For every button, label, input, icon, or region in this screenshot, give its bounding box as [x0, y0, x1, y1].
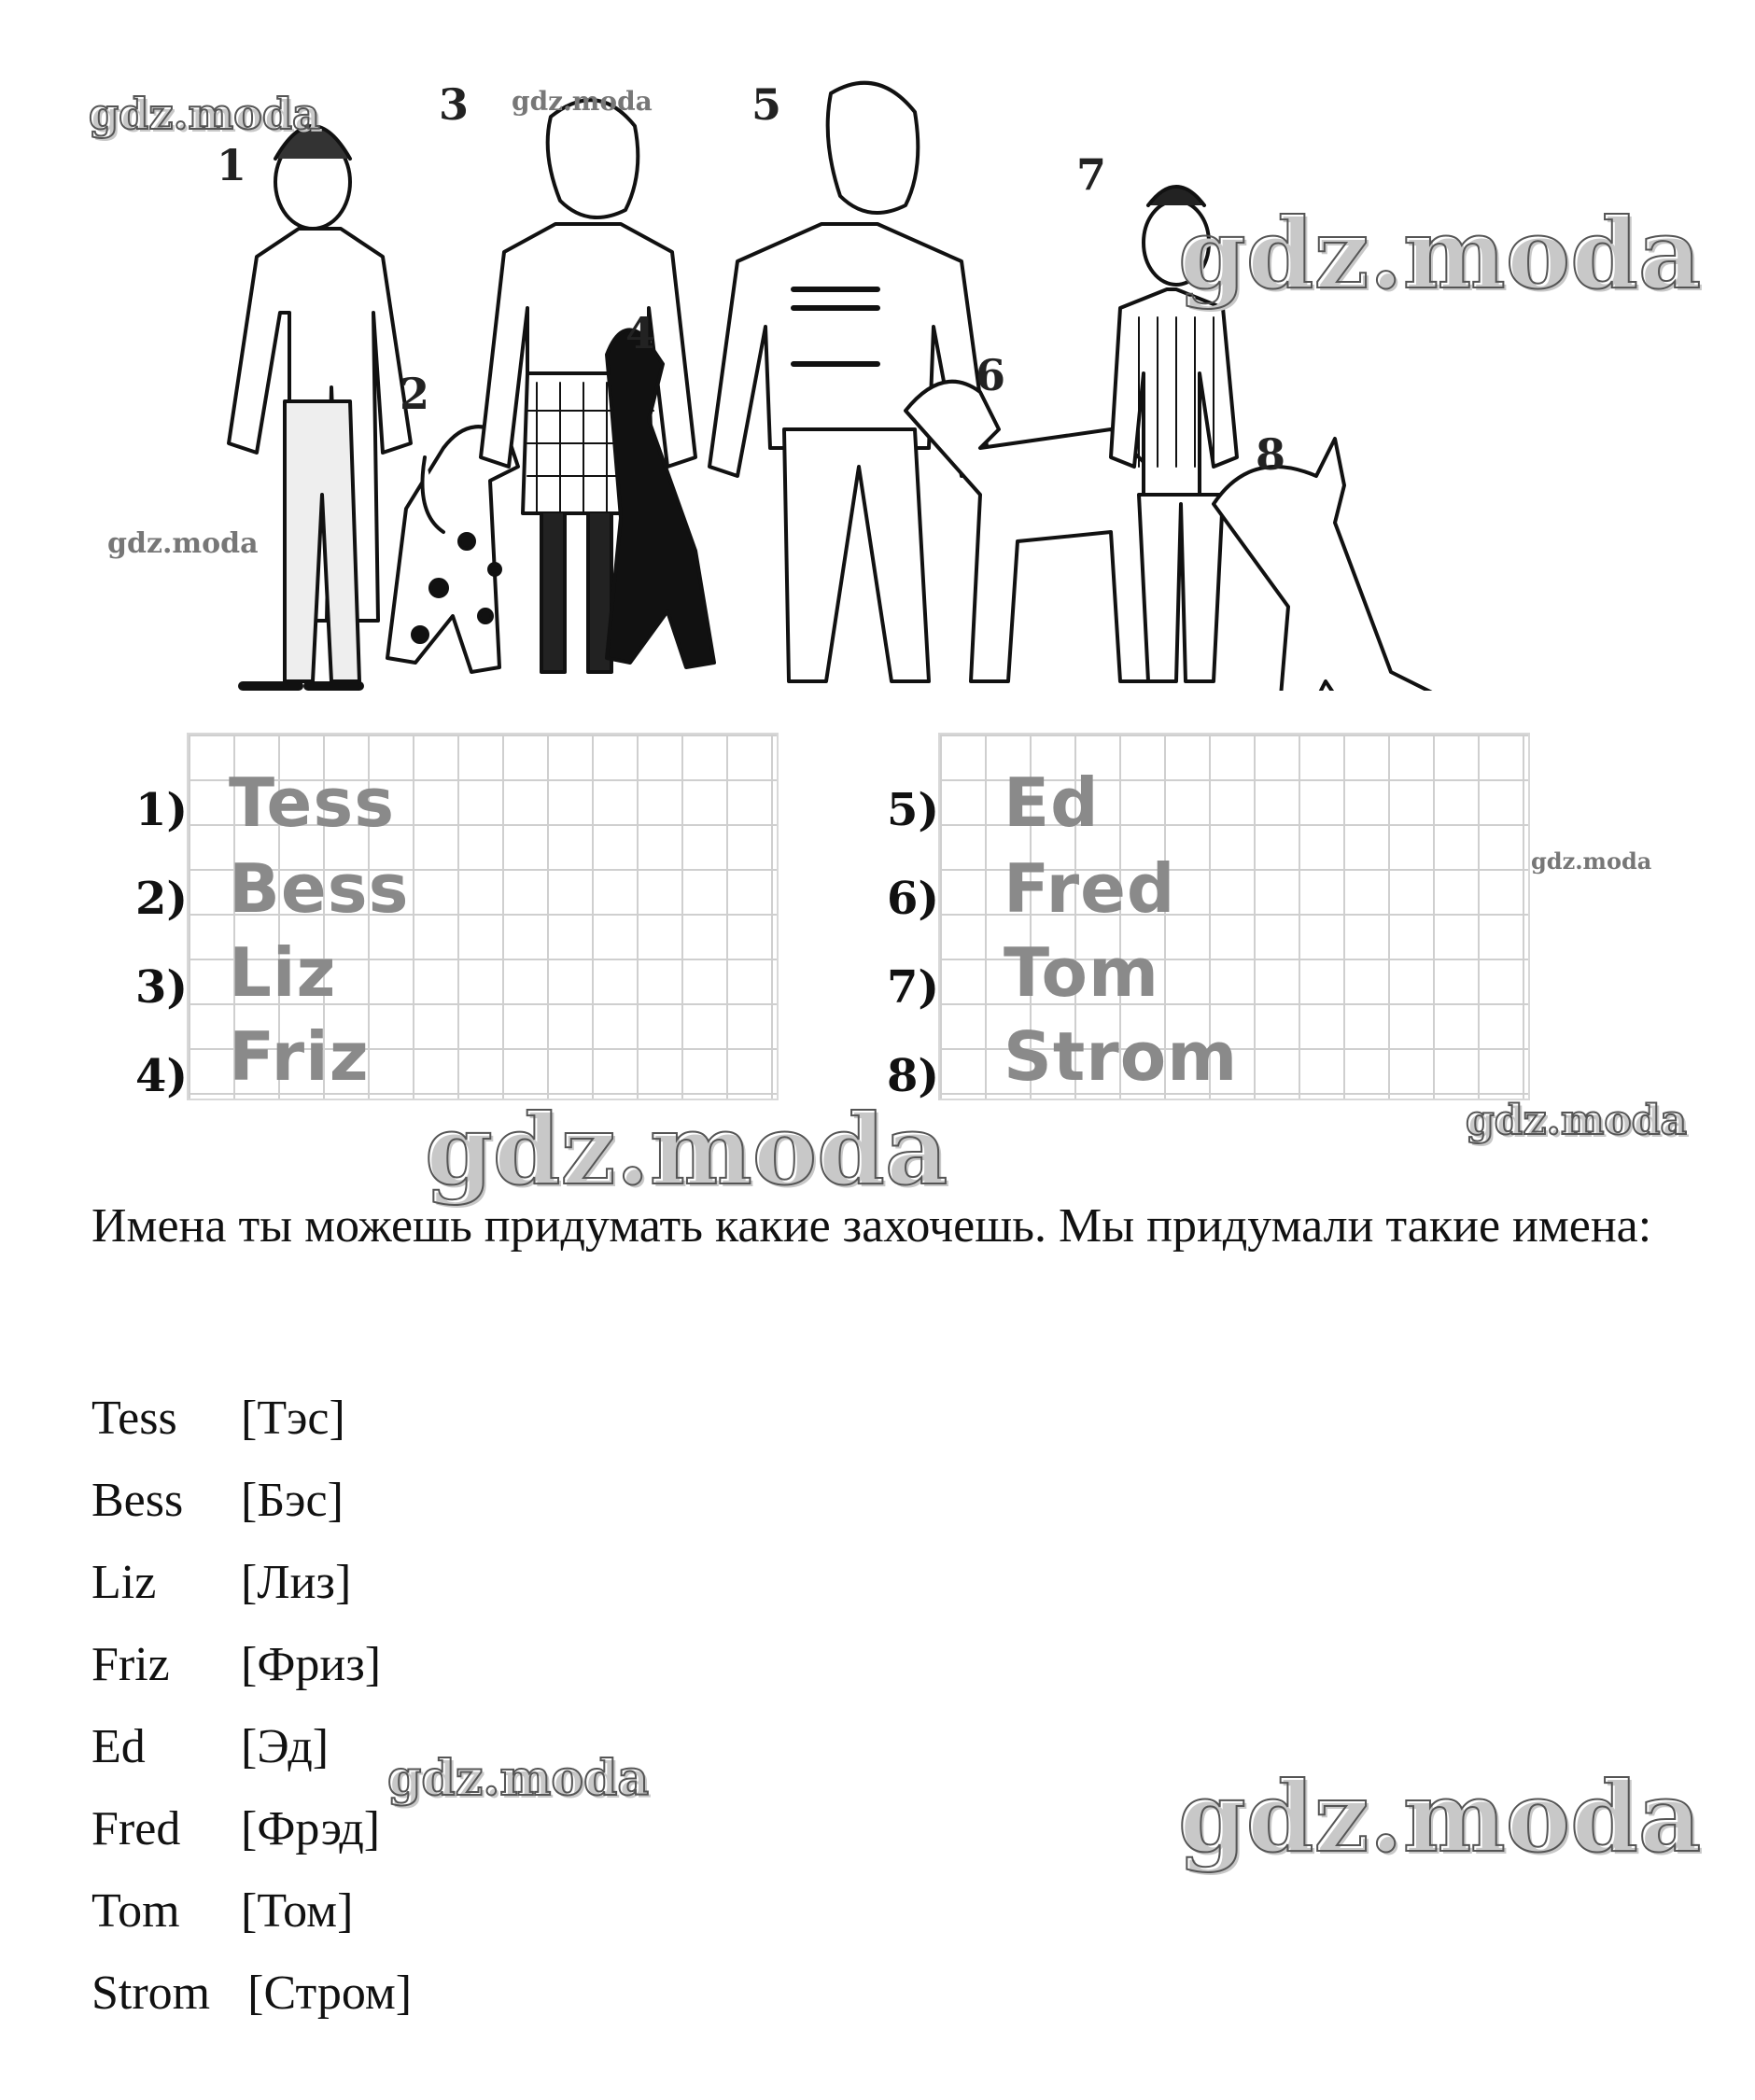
answer-text: Friz — [229, 1017, 370, 1096]
answer-text: Bess — [229, 849, 410, 928]
name-transcription: [Тэс] — [241, 1392, 345, 1445]
name-item — [91, 1719, 329, 1774]
name-transcription: [Бэс] — [241, 1474, 344, 1527]
name-item — [91, 1883, 353, 1939]
name-english: Fred — [91, 1802, 181, 1855]
row-number: 6) — [887, 873, 940, 925]
name-item — [91, 1473, 344, 1528]
answer-text: Liz — [229, 933, 337, 1012]
name-english: Bess — [91, 1474, 184, 1527]
watermark: gdz.moda — [425, 1092, 948, 1207]
figure-label-4: 4 — [625, 308, 656, 358]
figure-label-2: 2 — [400, 369, 430, 419]
watermark: gdz.moda — [1178, 1759, 1702, 1874]
name-english: Friz — [91, 1638, 170, 1691]
dog-8-figure — [1214, 439, 1447, 691]
figure-label-8: 8 — [1256, 429, 1286, 480]
figure-label-6: 6 — [976, 350, 1006, 400]
name-english: Liz — [91, 1556, 157, 1609]
row-number: 2) — [135, 873, 189, 925]
watermark: gdz.moda — [89, 89, 320, 139]
figure-label-7: 7 — [1076, 149, 1107, 200]
name-transcription: [Фрэд] — [241, 1802, 381, 1855]
name-item — [91, 1555, 351, 1610]
row-number: 8) — [887, 1050, 940, 1102]
intro-paragraph: Имена ты можешь придумать какие захочешь. Мы придумали такие имена: — [91, 1199, 1652, 1253]
figure-label-1: 1 — [217, 140, 247, 190]
figure-label-5: 5 — [751, 79, 782, 130]
name-item — [91, 1966, 412, 2021]
name-transcription: [Фриз] — [241, 1638, 382, 1691]
answer-text: Fred — [1004, 849, 1176, 928]
name-english: Tom — [91, 1884, 180, 1938]
people-and-dogs-illustration — [187, 56, 1587, 691]
name-transcription: [Эд] — [241, 1720, 330, 1773]
row-number: 7) — [887, 961, 940, 1014]
watermark: gdz.moda — [1531, 847, 1652, 875]
dog-4-figure — [607, 329, 714, 667]
name-english: Ed — [91, 1720, 146, 1773]
watermark: gdz.moda — [387, 1750, 650, 1807]
row-number: 1) — [135, 784, 189, 836]
watermark: gdz.moda — [512, 86, 653, 117]
name-item — [91, 1391, 345, 1446]
row-number: 3) — [135, 961, 189, 1014]
watermark: gdz.moda — [107, 527, 259, 560]
figure-label-3: 3 — [439, 79, 470, 130]
name-transcription: [Том] — [241, 1884, 354, 1938]
watermark: gdz.moda — [1178, 196, 1702, 311]
row-number: 4) — [135, 1050, 189, 1102]
name-english: Strom — [91, 1967, 211, 2020]
name-english: Tess — [91, 1392, 177, 1445]
name-transcription: [Стром] — [247, 1967, 413, 2020]
answer-text: Strom — [1004, 1017, 1239, 1096]
answer-text: Ed — [1004, 763, 1100, 842]
watermark: gdz.moda — [1466, 1097, 1688, 1144]
name-transcription: [Лиз] — [241, 1556, 352, 1609]
name-item — [91, 1801, 380, 1856]
row-number: 5) — [887, 784, 940, 836]
answer-text: Tom — [1004, 933, 1160, 1012]
answer-text: Tess — [229, 763, 396, 842]
name-item — [91, 1637, 381, 1692]
person-1-figure — [229, 126, 411, 686]
